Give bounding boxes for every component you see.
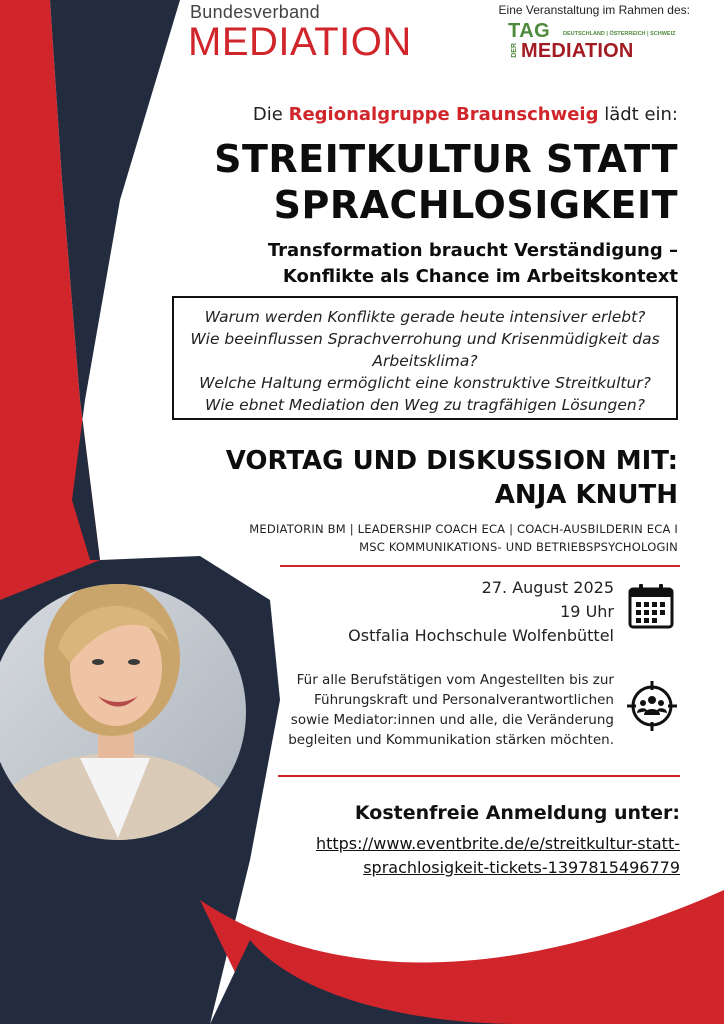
subtitle-line-1: Transformation braucht Verständigung –	[267, 240, 678, 261]
event-time: 19 Uhr	[560, 602, 614, 621]
subtitle	[158, 238, 678, 290]
speaker-heading	[178, 444, 678, 512]
invite-suffix: lädt ein:	[598, 104, 678, 125]
audience-text	[274, 670, 614, 750]
tag-der-mediation-logo	[508, 20, 678, 64]
title-line-1: STREITKULTUR STATT	[214, 137, 678, 181]
speaker-roles	[198, 520, 678, 556]
divider-top	[280, 565, 680, 567]
registration-link[interactable]	[260, 832, 680, 880]
question-line: Warum werden Konflikte gerade heute intensiver erlebt?	[204, 308, 646, 326]
logo-der-text: DER	[511, 43, 518, 58]
link-line-2[interactable]: sprachlosigkeit-tickets-1397815496779	[363, 858, 680, 877]
target-group-icon	[626, 680, 678, 732]
org-logo-mediation: MEDIATION	[188, 20, 412, 64]
question-line: Wie beeinflussen Sprachverrohung und Krisenmüdigkeit das	[190, 330, 660, 348]
roles-line-1: MEDIATORIN BM | LEADERSHIP COACH ECA | COACH-AUSBILDERIN ECA I	[249, 522, 678, 536]
event-date: 27. August 2025	[481, 578, 614, 597]
logo-countries-text: DEUTSCHLAND | ÖSTERREICH | SCHWEIZ	[563, 31, 676, 37]
questions-box	[172, 296, 678, 420]
org-name-small: Bundesverband	[190, 2, 320, 22]
audience-line: begleiten und Kommunikation stärken möchten.	[288, 732, 614, 748]
divider-bottom	[278, 775, 680, 777]
speaker-name: ANJA KNUTH	[494, 480, 678, 510]
invite-line	[253, 104, 678, 125]
talk-heading: VORTAG UND DISKUSSION MIT:	[225, 446, 678, 476]
logo-mediation-text: MEDIATION	[521, 40, 634, 62]
audience-line: Für alle Berufstätigen vom Angestellten bis zur	[296, 672, 614, 688]
question-line: Wie ebnet Mediation den Weg zu tragfähigen Lösungen?	[205, 396, 645, 414]
event-location: Ostfalia Hochschule Wolfenbüttel	[348, 626, 614, 645]
question-line: Arbeitsklima?	[372, 352, 478, 370]
roles-line-2: MSC KOMMUNIKATIONS- UND BETRIEBSPSYCHOLOGIN	[359, 540, 678, 554]
question-line: Welche Haltung ermöglicht eine konstruktive Streitkultur?	[199, 374, 651, 392]
speaker-photo	[0, 548, 270, 880]
regional-group: Regionalgruppe Braunschweig	[288, 104, 599, 125]
registration-label: Kostenfreie Anmeldung unter:	[354, 802, 680, 824]
logo-tag-text: TAG	[508, 20, 551, 42]
calendar-icon	[627, 582, 675, 630]
audience-line: Führungskraft und Personalverantwortlichen	[314, 692, 614, 708]
title-line-2: SPRACHLOSIGKEIT	[273, 183, 678, 227]
event-note: Eine Veranstaltung im Rahmen des:	[498, 3, 690, 17]
audience-line: sowie Mediator:innen und alle, die Veränderung	[290, 712, 614, 728]
invite-prefix: Die	[252, 104, 289, 125]
event-details	[294, 576, 614, 648]
link-line-1[interactable]: https://www.eventbrite.de/e/streitkultur-statt-	[315, 834, 680, 853]
subtitle-line-2: Konflikte als Chance im Arbeitskontext	[282, 266, 678, 287]
main-title	[118, 136, 678, 228]
